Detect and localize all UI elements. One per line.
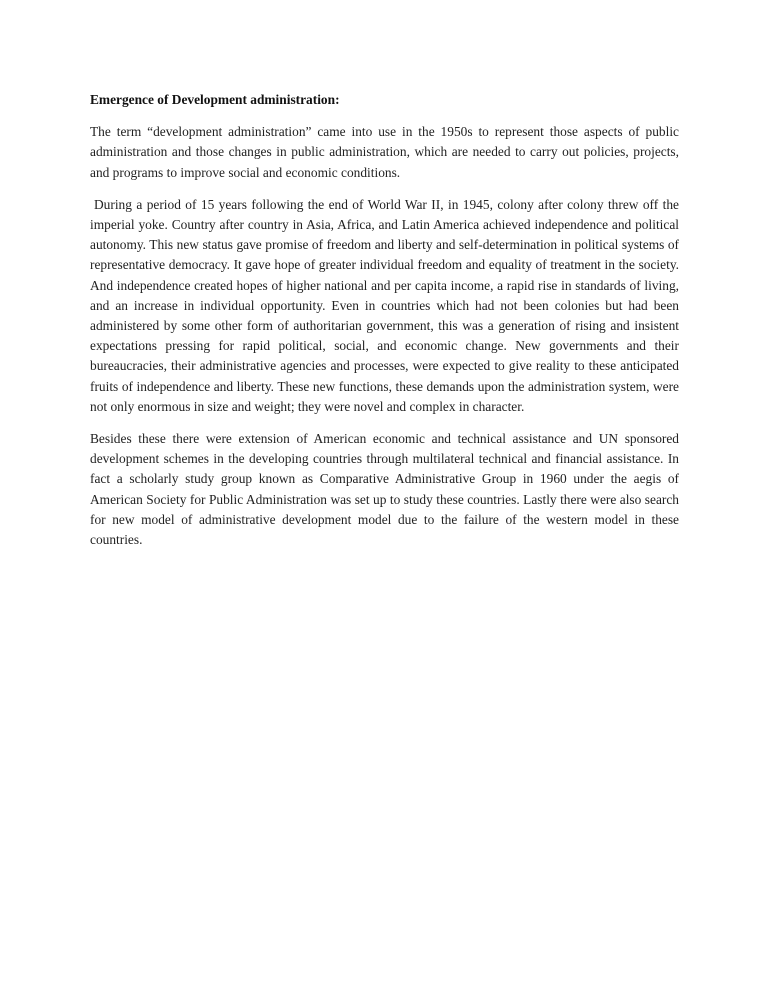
section-heading: Emergence of Development administration: (90, 92, 340, 107)
paragraph-assistance: Besides these there were extension of American economic and technical assistance and UN sponsored development schemes in the developing countries through multilateral technical and financial assistance. In fact a scholarly study group known as Comparative Administrative Group in 1960 under the aegis of American Society for Public Administration was set up to study these countries. Lastly there were also search for new model of administrative development model due to the failure of the western model in these countries. (90, 431, 679, 548)
paragraph-history: During a period of 15 years following the end of World War II, in 1945, colony after colony threw off the imperial yoke. Country after country in Asia, Africa, and Latin America achieved independence and political autonomy. This new status gave promise of freedom and liberty and self-determination in political systems of representative democracy. It gave hope of greater individual freedom and equality of treatment in the society. And independence created hopes of higher national and per capita income, a rapid rise in standards of living, and an increase in individual opportunity. Even in countries which had not been colonies but had been administered by some other form of authoritarian government, this was a generation of rising and insistent expectations pressing for rapid political, social, and economic change. New governments and their bureaucracies, their administrative agencies and processes, were expected to give reality to these anticipated fruits of independence and liberty. These new functions, these demands upon the administration system, were not only enormous in size and weight; they were novel and complex in character. (90, 196, 679, 414)
paragraph-definition: The term “development administration” came into use in the 1950s to represent those aspects of public administration and those changes in public administration, which are needed to carry out policies, projects, and programs to improve social and economic conditions. (90, 124, 679, 180)
document-body (90, 90, 679, 562)
